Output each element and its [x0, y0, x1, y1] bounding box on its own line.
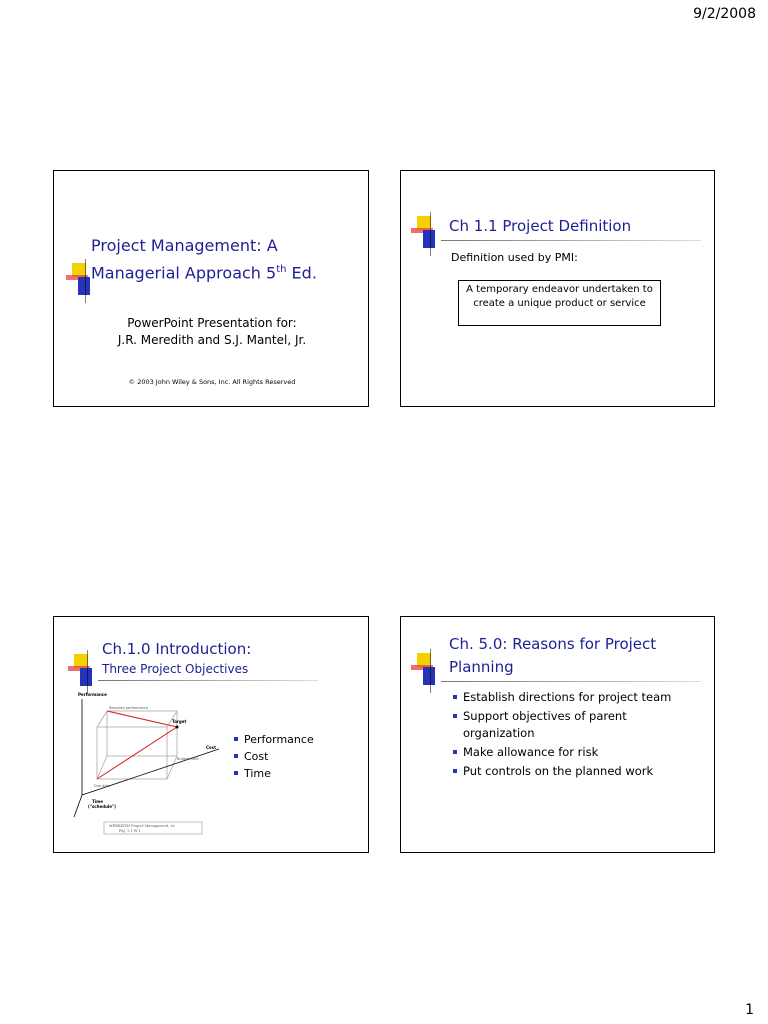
axis-label-time: Time — [92, 799, 103, 804]
objectives-diagram — [54, 687, 229, 837]
axis-label-schedule: ("schedule") — [88, 804, 116, 809]
slide-title: Ch. 5.0: Reasons for Project Planning — [449, 635, 657, 676]
slide-title: Ch 1.1 Project Definition — [449, 217, 632, 235]
slide-title: Ch.1.0 Introduction: — [102, 640, 252, 658]
figure-caption-fig: Fig. 1.1 W-1 — [119, 829, 141, 833]
title-rule — [98, 680, 318, 681]
list-item: Support objectives of parent — [453, 708, 708, 725]
figure-caption: MEREDITH Project Management, 5e — [109, 824, 175, 828]
objectives-list — [234, 731, 314, 782]
slide-decoration — [411, 653, 441, 693]
label-due-date: Due date — [94, 784, 111, 788]
slide-1 — [53, 170, 369, 407]
title-rule — [441, 240, 701, 241]
axis-label-cost: Cost — [206, 745, 216, 750]
list-item-continuation: organization — [463, 726, 535, 740]
slide-subtitle: PowerPoint Presentation for: J.R. Meredith and S.J. Mantel, Jr. — [117, 316, 307, 347]
slide-subtitle: Three Project Objectives — [102, 662, 249, 676]
page-number: 1 — [745, 1002, 754, 1018]
label-required: Required performance — [109, 706, 149, 710]
definition-box: A temporary endeavor undertaken to create a unique product or service — [458, 280, 661, 326]
slide-3 — [53, 616, 369, 853]
slide-title: Project Management: A Managerial Approach 5th Ed. — [91, 236, 317, 283]
list-item: Establish directions for project team — [453, 689, 708, 706]
label-budget: Budget limit — [177, 757, 199, 761]
list-item: Put controls on the planned work — [453, 763, 708, 780]
title-rule — [441, 681, 701, 682]
list-item: Cost — [234, 748, 314, 765]
list-item: Performance — [234, 731, 314, 748]
slide-2 — [400, 170, 715, 407]
slide-4 — [400, 616, 715, 853]
definition-label: Definition used by PMI: — [451, 251, 578, 264]
axis-label-performance: Performance — [78, 692, 107, 697]
print-date: 9/2/2008 — [693, 6, 756, 22]
list-item: Time — [234, 765, 314, 782]
label-target: Target — [172, 719, 187, 724]
copyright: © 2003 John Wiley & Sons, Inc. All Rights Reserved — [128, 378, 296, 386]
list-item: Make allowance for risk — [453, 744, 708, 761]
slide-decoration — [411, 216, 441, 256]
reasons-list — [453, 689, 708, 780]
